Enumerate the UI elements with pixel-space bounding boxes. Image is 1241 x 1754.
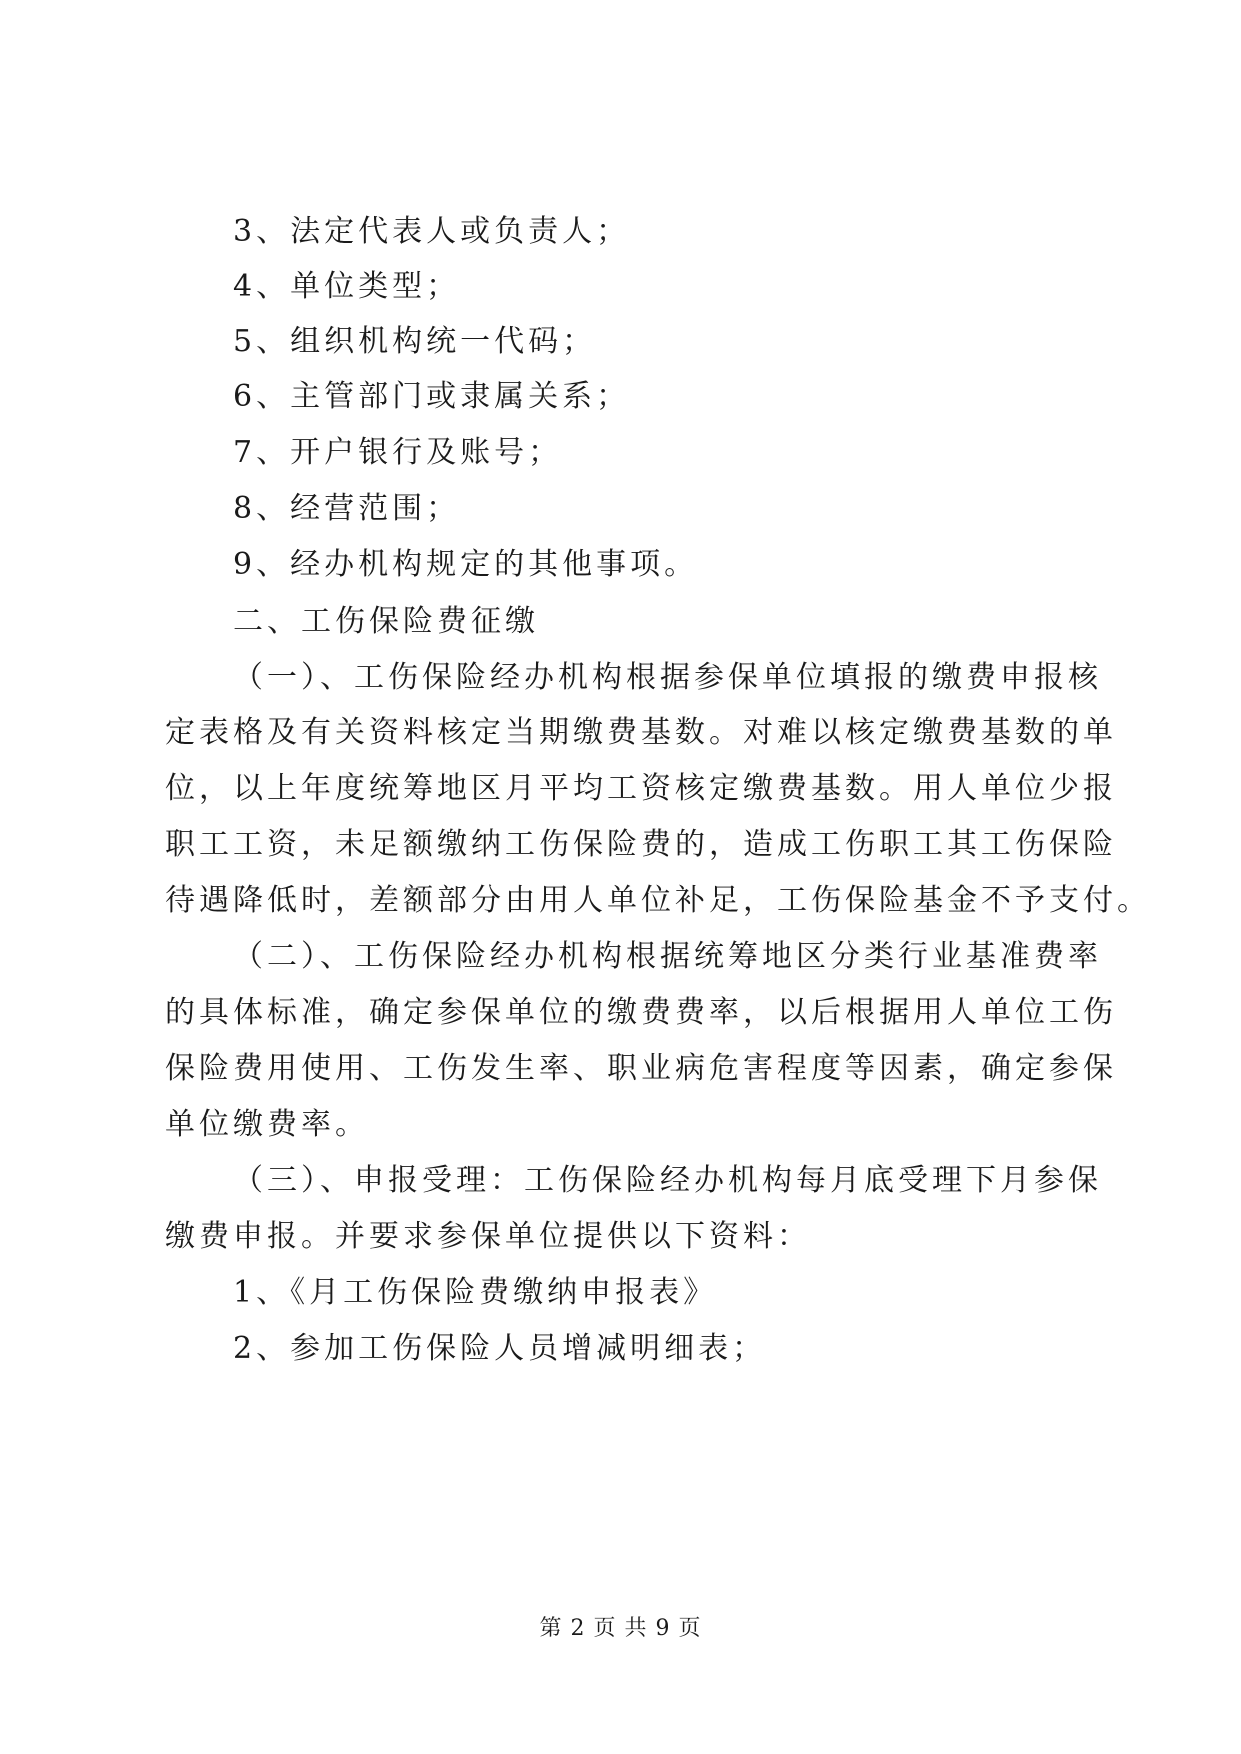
list-item: 8、经营范围；	[233, 491, 461, 526]
paragraph-line: （三）、申报受理：工伤保险经办机构每月底受理下月参保	[233, 1163, 1102, 1198]
list-item: 6、主管部门或隶属关系；	[233, 379, 631, 414]
list-item: 4、单位类型；	[233, 269, 461, 304]
paragraph-line: （一）、工伤保险经办机构根据参保单位填报的缴费申报核	[233, 660, 1102, 695]
paragraph-line: （二）、工伤保险经办机构根据统筹地区分类行业基准费率	[233, 939, 1102, 974]
paragraph-line: 职工工资，未足额缴纳工伤保险费的，造成工伤职工其工伤保险	[165, 827, 1117, 862]
section-heading: 二、工伤保险费征缴	[233, 604, 539, 639]
paragraph-line: 保险费用使用、工伤发生率、职业病危害程度等因素，确定参保	[165, 1051, 1117, 1086]
paragraph-line: 缴费申报。并要求参保单位提供以下资料：	[165, 1219, 811, 1254]
list-item: 7、开户银行及账号；	[233, 435, 563, 470]
page-footer: 第 2 页 共 9 页	[539, 1616, 702, 1641]
list-item: 5、组织机构统一代码；	[233, 324, 597, 359]
list-item: 2、参加工伤保险人员增减明细表；	[233, 1331, 767, 1366]
paragraph-line: 定表格及有关资料核定当期缴费基数。对难以核定缴费基数的单	[165, 715, 1117, 750]
paragraph-line: 的具体标准，确定参保单位的缴费费率，以后根据用人单位工伤	[165, 995, 1117, 1030]
paragraph-line: 单位缴费率。	[165, 1107, 369, 1142]
paragraph-line: 待遇降低时，差额部分由用人单位补足，工伤保险基金不予支付。	[165, 883, 1151, 918]
list-item: 3、法定代表人或负责人；	[233, 214, 631, 249]
paragraph-line: 位，以上年度统筹地区月平均工资核定缴费基数。用人单位少报	[165, 771, 1117, 806]
list-item: 1、《月工伤保险费缴纳申报表》	[233, 1275, 718, 1310]
list-item: 9、经办机构规定的其他事项。	[233, 547, 699, 582]
